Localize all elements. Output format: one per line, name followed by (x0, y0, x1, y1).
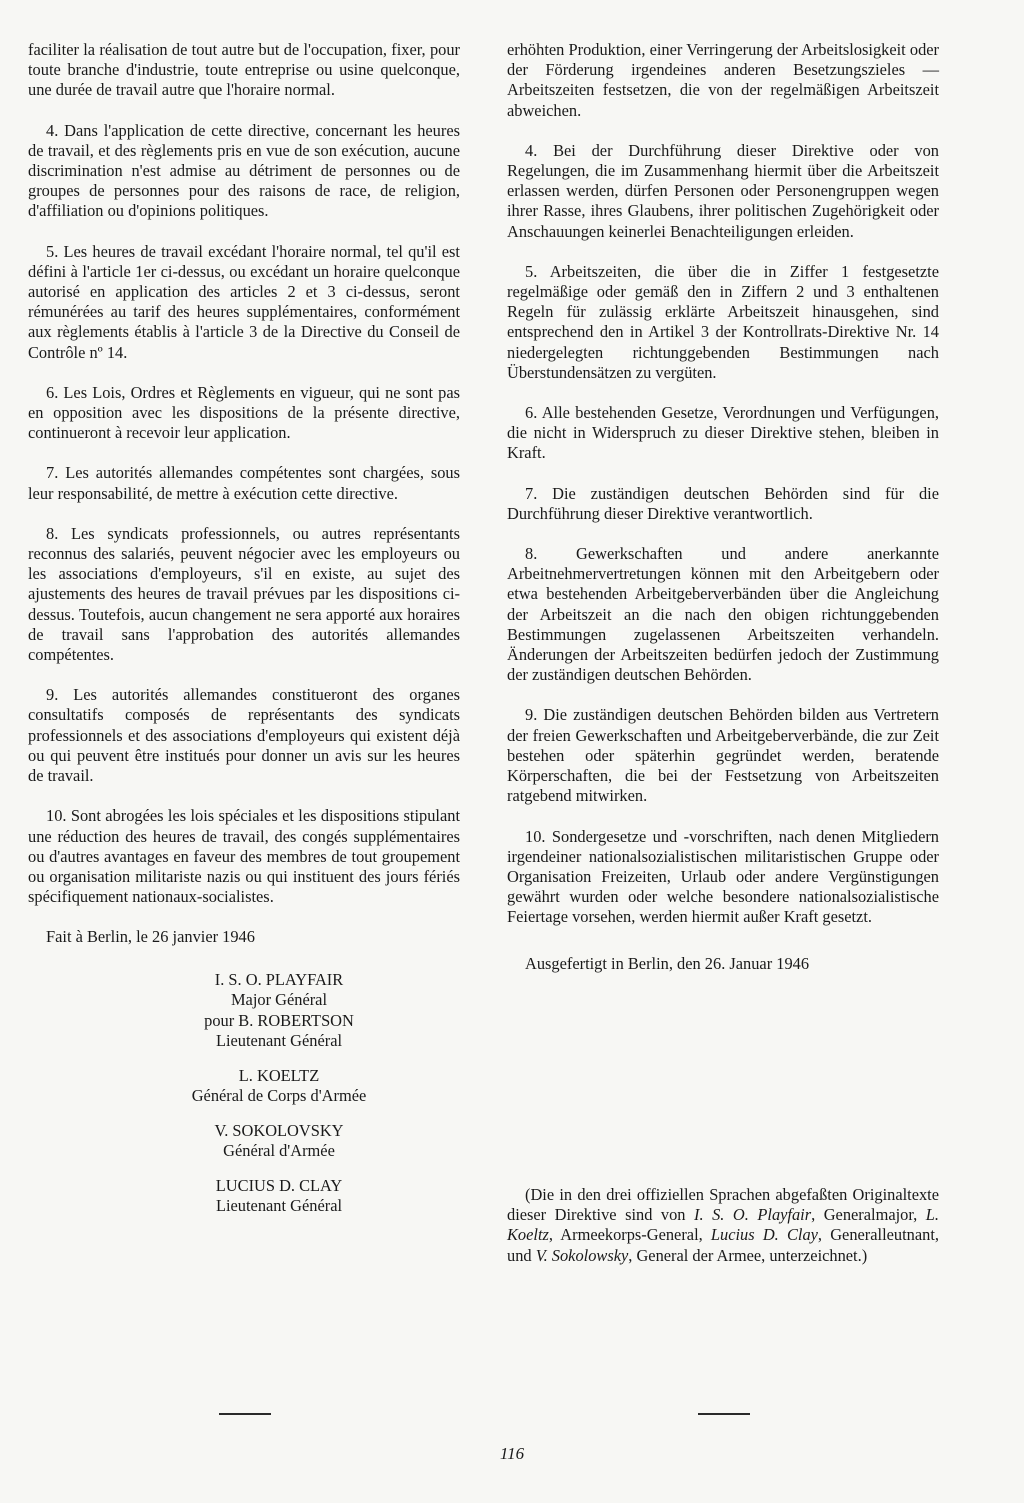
fr-paragraph-8: 8. Les syndicats professionnels, ou autres représentants reconnus des salariés, peuvent négocier avec les employeurs ou les associations d'employeurs, s'il en existe, au sujet des ajustements des heures de travail prévues par les dispositions ci-dessus. Toutefois, aucun changement ne sera apporté aux horaires de travail sans l'approbation des autorités allemandes compétentes. (28, 523, 460, 665)
de-paragraph-4: 4. Bei der Durchführung dieser Direktive oder von Regelungen, die im Zusammenhang hiermit über die Arbeitszeit erlassen werden, dürfen Personen oder Personengruppen wegen ihrer Rasse, ihres Glaubens, ihrer politischen Zugehörigkeit oder Anschauungen keinerlei Benachteiligungen erleiden. (507, 140, 939, 241)
de-paragraph-8: 8. Gewerkschaften und andere anerkannte Arbeitnehmervertretungen können mit den Arbeitgebern oder etwa bestehenden Arbeitgeberverbänden über die Angleichung der Arbeitszeit an die nach den obigen richtunggebenden Bestimmungen zugelassenen Arbeitszeiten verhandeln. Änderungen der Arbeitszeiten bedürfen jedoch der Zustimmung der zuständigen deutschen Behörden. (507, 544, 939, 685)
fr-paragraph-continuation: faciliter la réalisation de tout autre but de l'occupation, fixer, pour toute branche d'industrie, toute entreprise ou usine quelconque, une durée de travail autre que l'horaire normal. (28, 40, 460, 100)
german-column (507, 40, 939, 996)
signature-block-clay (98, 1176, 460, 1217)
note-text: , General der Armee, unterzeichnet.) (628, 1245, 868, 1265)
note-signatory-name: Lucius D. Clay (710, 1225, 818, 1245)
signatories-note (507, 1185, 939, 1266)
fr-paragraph-10: 10. Sont abrogées les lois spéciales et les dispositions stipulant une réduction des heures de travail, des congés supplémentaires ou d'autres avantages en faveur des membres de tout groupement ou organisation militariste nazis ou qui instituent des jours fériés spécifiquement nationaux-socialistes. (28, 806, 460, 907)
de-paragraph-7: 7. Die zuständigen deutschen Behörden sind für die Durchführung dieser Direktive verantwortlich. (507, 483, 939, 523)
fr-paragraph-4: 4. Dans l'application de cette directive, concernant les heures de travail, et des règlements pris en vue de son exécution, aucune discrimination n'est admise au détriment de personnes ou de groupes de personnes pour des raisons de race, de religion, d'affiliation ou d'opinions politiques. (28, 120, 460, 221)
signatory-rank: Major Général (230, 990, 328, 1010)
note-text: , Generalleutnant, und (507, 1225, 939, 1265)
fr-paragraph-7: 7. Les autorités allemandes compétentes sont chargées, sous leur responsabilité, de mettre à exécution cette directive. (28, 463, 460, 503)
de-paragraph-10: 10. Sondergesetze und -vorschriften, nach denen Mitgliedern irgendeiner nationalsozialistischen militaristischen Gruppe oder Organisation Freizeiten, Urlaub oder andere Vergünstigungen gewährt wurden oder welche besondere nationalsozialistische Feiertage vorsehen, werden hiermit außer Kraft gesetzt. (507, 826, 939, 927)
signatory-name: I. S. O. PLAYFAIR (214, 969, 344, 989)
signatory-rank: Lieutenant Général (215, 1196, 343, 1216)
note-signatory-name: L. Koeltz (507, 1205, 939, 1245)
fr-place-date: Fait à Berlin, le 26 janvier 1946 (46, 927, 255, 947)
signatory-proxy: pour B. ROBERTSON (204, 1010, 354, 1030)
de-paragraph-6: 6. Alle bestehenden Gesetze, Verordnungen und Verfügungen, die nicht in Widerspruch zu dieser Direktive stehen, bleiben in Kraft. (507, 403, 939, 463)
signature-block-playfair (98, 970, 460, 1052)
de-paragraph-9: 9. Die zuständigen deutschen Behörden bilden aus Vertretern der freien Gewerkschaften und Arbeitgeberverbände, die zur Zeit bestehen oder späterhin gegründet werden, beratende Körperschaften, die bei der Festsetzung von Arbeitszeiten ratgebend mitwirken. (507, 705, 939, 806)
german-end-rule (698, 1413, 750, 1415)
signature-block-koeltz (98, 1066, 460, 1107)
de-paragraph-continuation: erhöhten Produktion, einer Verringerung der Arbeitslosigkeit oder der Förderung irgendeines anderen Besetzungszieles — Arbeitszeiten festsetzen, die von der regelmäßigen Arbeitszeit abweichen. (507, 40, 939, 120)
signatory-name: V. SOKOLOVSKY (214, 1120, 344, 1140)
fr-paragraph-6: 6. Les Lois, Ordres et Règlements en vigueur, qui ne sont pas en opposition avec les dispositions de la présente directive, continueront à recevoir leur application. (28, 382, 460, 443)
signatory-name: L. KOELTZ (238, 1065, 320, 1085)
note-signatory-name: I. S. O. Playfair (694, 1205, 812, 1225)
fr-paragraph-9: 9. Les autorités allemandes constitueront des organes consultatifs composés de représentants des syndicats professionnels et des associations d'employeurs qui existent déjà ou qui peuvent être institués pour donner un avis sur les heures de travail. (28, 685, 460, 786)
note-text: , Armeekorps-General, (548, 1225, 711, 1245)
note-signatory-name: V. Sokolowsky (535, 1245, 629, 1265)
fr-paragraph-5: 5. Les heures de travail excédant l'horaire normal, tel qu'il est défini à l'article 1er ci-dessus, ou excédant un horaire quelconque autorisé en application des articles 2 et 3 ci-dessus, seront rémunérées au tarif des heures supplémentaires, conformément aux règlements établis à l'article 3 de la Directive du Conseil de Contrôle nº 14. (28, 241, 460, 362)
note-text: , Generalmajor, (811, 1205, 926, 1225)
de-place-date: Ausgefertigt in Berlin, den 26. Januar 1946 (525, 953, 810, 973)
de-paragraph-5: 5. Arbeitszeiten, die über die in Ziffer 1 festgesetzte regelmäßige oder gemäß den in Ziffern 2 und 3 enthaltenen Regeln für zulässig erklärte Arbeitszeit hinausgehen, sind entsprechend den in Artikel 3 der Kontrollrats-Direktive Nr. 14 niedergelegten richtunggebenden Bestimmungen nach Überstundensätzen zu vergüten. (507, 261, 939, 382)
signatory-rank: Général de Corps d'Armée (191, 1086, 367, 1106)
signature-block-sokolovsky (98, 1121, 460, 1162)
french-end-rule (219, 1413, 271, 1415)
signatory-name: LUCIUS D. CLAY (215, 1175, 343, 1195)
signatory-rank: Lieutenant Général (215, 1031, 343, 1051)
french-column (28, 40, 460, 1231)
signatory-rank: Général d'Armée (223, 1141, 335, 1161)
page-number: 116 (499, 1444, 525, 1463)
note-text: (Die in den drei offiziellen Sprachen abgefaßten Originaltexte dieser Direktive sind von (507, 1185, 939, 1225)
